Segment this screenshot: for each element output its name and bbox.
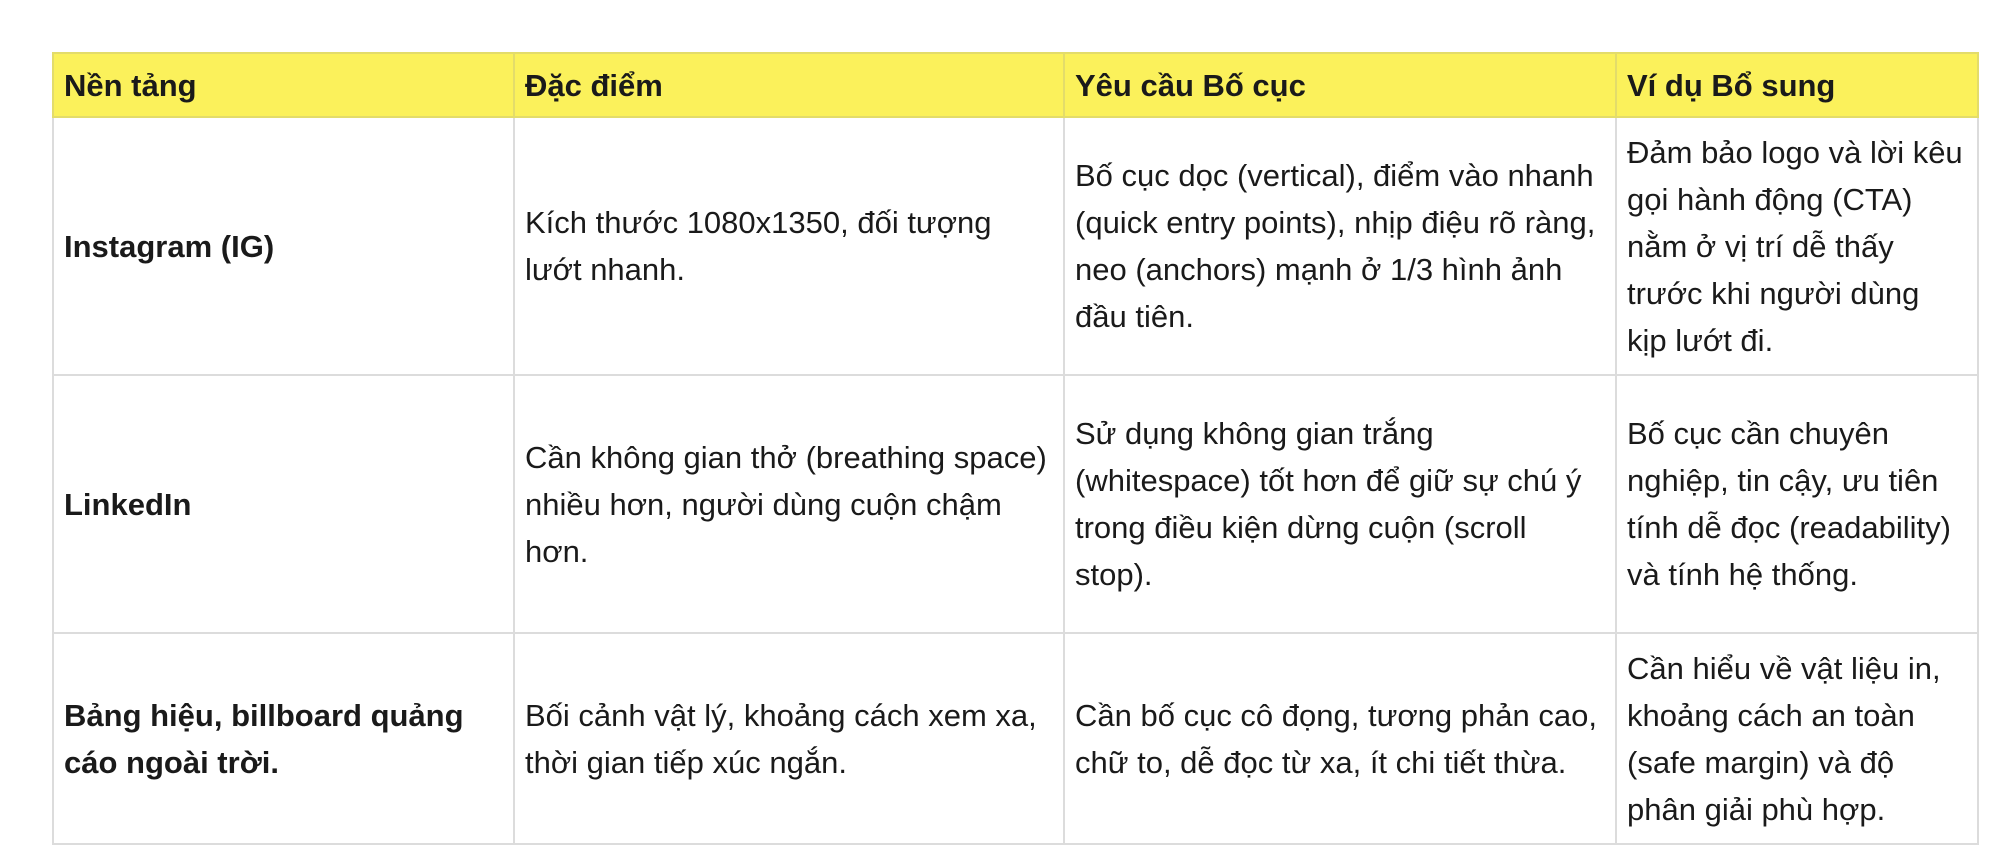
cell-layout: Cần bố cục cô đọng, tương phản cao, chữ to, dễ đọc từ xa, ít chi tiết thừa. [1064, 633, 1616, 844]
cell-example: Cần hiểu về vật liệu in, khoảng cách an toàn (safe margin) và độ phân giải phù hợp. [1616, 633, 1978, 844]
header-layout-requirements: Yêu cầu Bố cục [1064, 53, 1616, 117]
cell-example: Bố cục cần chuyên nghiệp, tin cậy, ưu tiên tính dễ đọc (readability) và tính hệ thống. [1616, 375, 1978, 633]
header-platform: Nền tảng [53, 53, 514, 117]
cell-platform: LinkedIn [53, 375, 514, 633]
table-body [53, 117, 1978, 844]
cell-platform: Instagram (IG) [53, 117, 514, 375]
cell-features: Kích thước 1080x1350, đối tượng lướt nhanh. [514, 117, 1064, 375]
table-row [53, 375, 1978, 633]
header-additional-examples: Ví dụ Bổ sung [1616, 53, 1978, 117]
table-header [53, 53, 1978, 117]
table-row [53, 633, 1978, 844]
cell-platform: Bảng hiệu, billboard quảng cáo ngoài trời. [53, 633, 514, 844]
cell-layout: Sử dụng không gian trắng (whitespace) tốt hơn để giữ sự chú ý trong điều kiện dừng cuộn (scroll stop). [1064, 375, 1616, 633]
cell-features: Cần không gian thở (breathing space) nhiều hơn, người dùng cuộn chậm hơn. [514, 375, 1064, 633]
cell-features: Bối cảnh vật lý, khoảng cách xem xa, thời gian tiếp xúc ngắn. [514, 633, 1064, 844]
comparison-table-container [52, 52, 1977, 845]
cell-example: Đảm bảo logo và lời kêu gọi hành động (CTA) nằm ở vị trí dễ thấy trước khi người dùng kịp lướt đi. [1616, 117, 1978, 375]
header-row [53, 53, 1978, 117]
table-row [53, 117, 1978, 375]
platform-comparison-table [52, 52, 1979, 845]
header-features: Đặc điểm [514, 53, 1064, 117]
cell-layout: Bố cục dọc (vertical), điểm vào nhanh (quick entry points), nhịp điệu rõ ràng, neo (anchors) mạnh ở 1/3 hình ảnh đầu tiên. [1064, 117, 1616, 375]
